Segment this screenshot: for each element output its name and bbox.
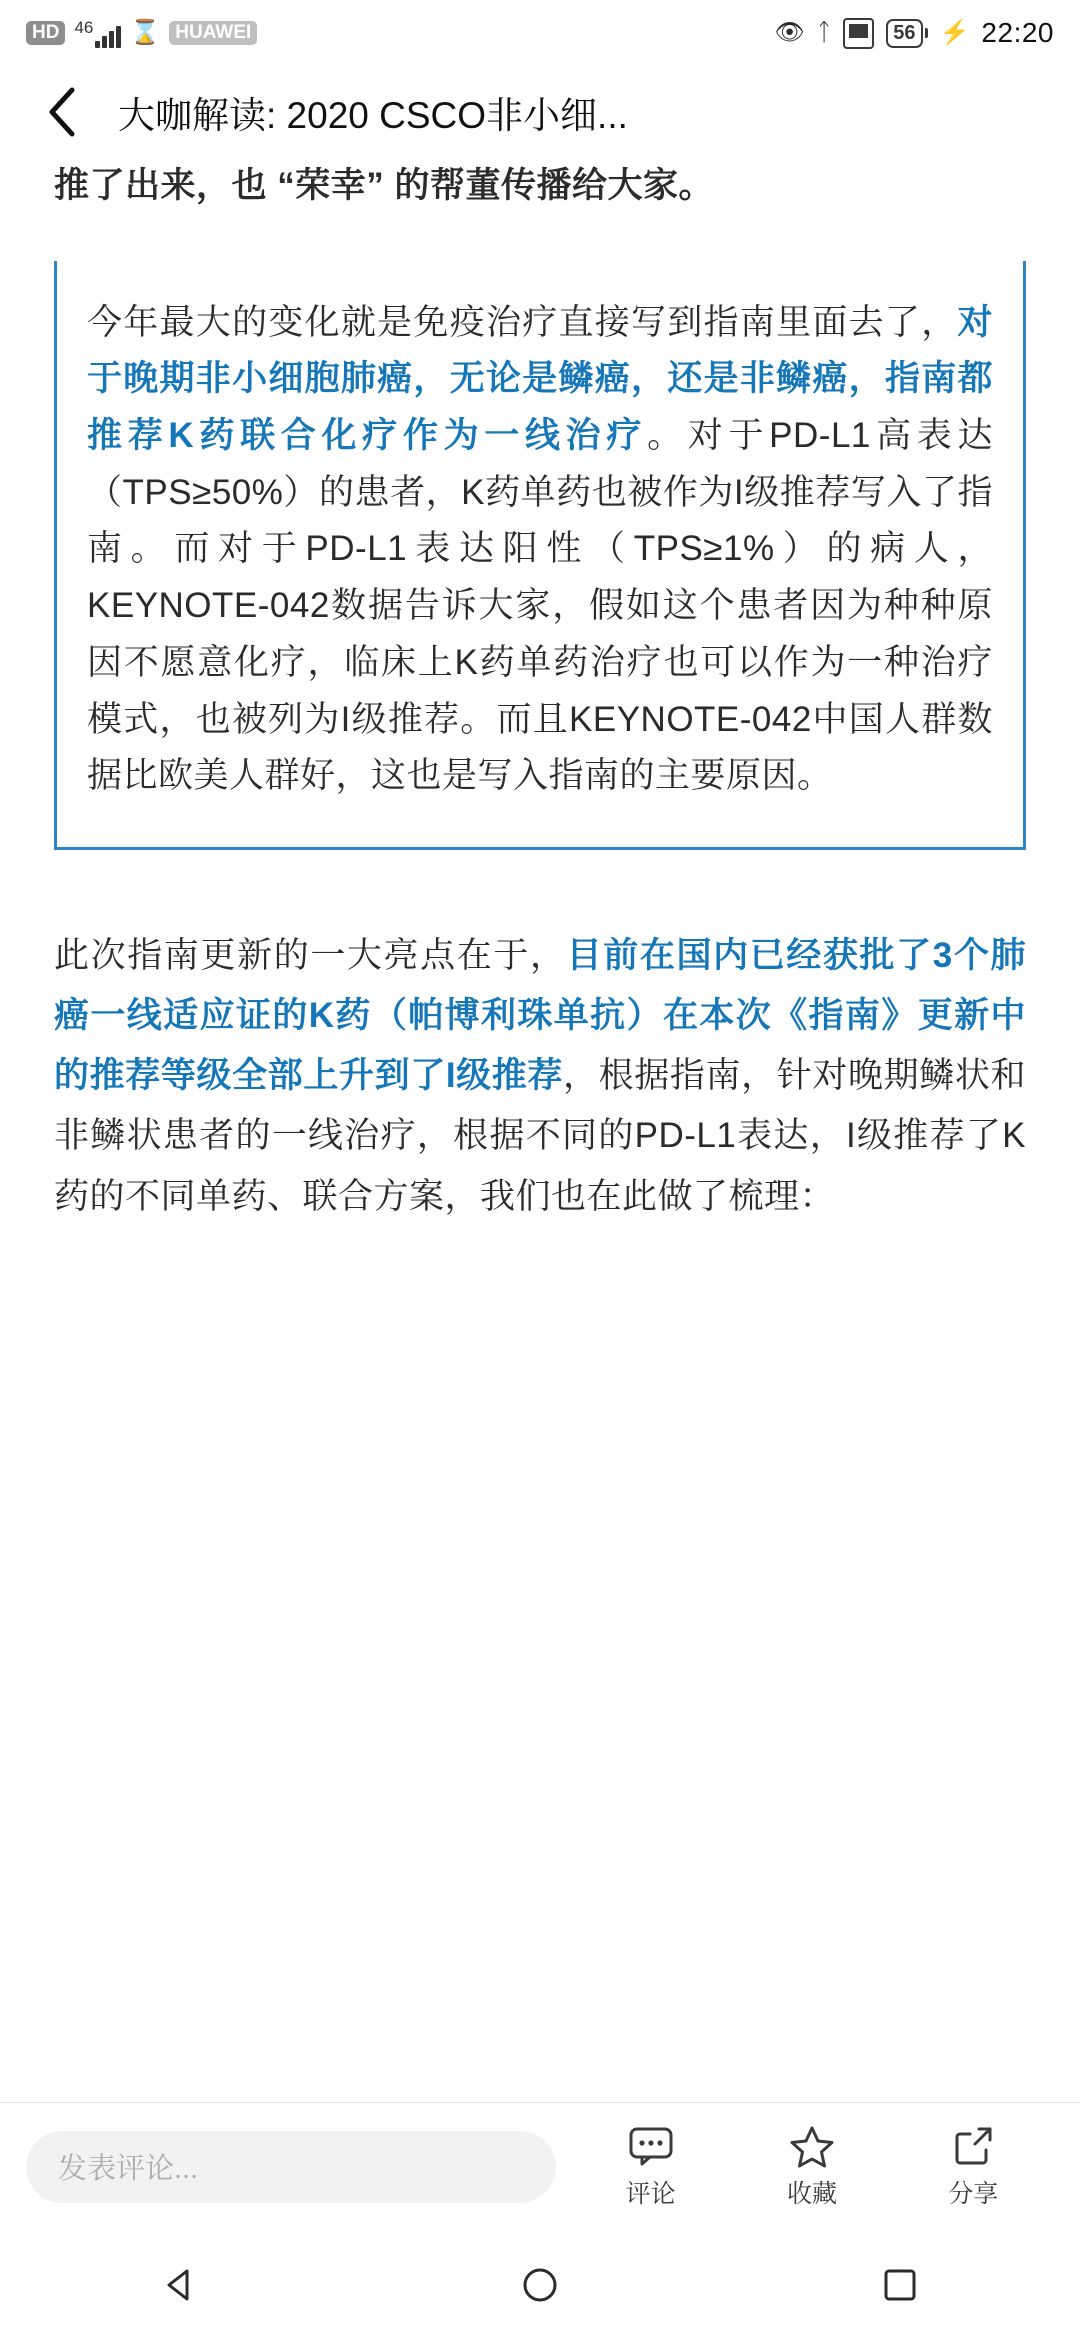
comment-icon [628, 2123, 674, 2169]
favorite-action-label: 收藏 [786, 2180, 837, 2208]
signal-bars-glyph [95, 24, 121, 48]
back-chevron-icon [44, 84, 80, 140]
bottom-action-bar [0, 2102, 1080, 2230]
huawei-logo-icon: HUAWEI [169, 21, 257, 46]
status-bar-left [26, 19, 257, 48]
system-nav-bar [0, 2230, 1080, 2340]
paragraph-2-seg-1: 目前在国内已经获批了3个肺癌一线适应证的K药（帕博利珠单抗）在本次《指南》更新中的推荐等级全部上升到了I级推荐 [54, 935, 1026, 1096]
signal-bars-icon [74, 19, 121, 48]
nav-back-button[interactable] [120, 2230, 240, 2340]
paragraph-spacer [54, 850, 1026, 926]
vibrate-icon [843, 18, 874, 49]
paragraph-2 [54, 926, 1026, 1227]
battery-percent-label: 56 [886, 19, 922, 48]
share-action-button[interactable] [908, 2123, 1038, 2210]
network-generation-label: 46 [74, 17, 94, 37]
favorite-action-button[interactable] [747, 2123, 877, 2210]
bottom-actions [556, 2123, 1054, 2210]
paragraph-1-seg-2: 。对于PD-L1高表达（TPS≥50%）的患者，K药单药也被作为I级推荐写入了指南。而对于PD-L1表达阳性（TPS≥1%）的病人，KEYNOTE-042数据告诉大家，假如这个患者因为种种原因不愿意化疗，临床上K药单药治疗也可以作为一种治疗模式，也被列为I级推荐。而且KEYNOTE-042中国人群数据比欧美人群好，这也是写入指南的主要原因。 [87, 416, 993, 796]
status-bar-clock: 22:20 [981, 17, 1054, 48]
lightning-icon: ⚡ [939, 19, 970, 46]
share-action-label: 分享 [948, 2180, 999, 2208]
bluetooth-icon: ᛏ [816, 19, 832, 46]
nav-recents-square-icon [880, 2265, 920, 2305]
back-button[interactable] [30, 80, 94, 144]
paragraph-2-seg-0: 此次指南更新的一大亮点在于， [54, 935, 567, 975]
paragraph-1-seg-0: 今年最大的变化就是免疫治疗直接写到指南里面去了， [87, 302, 958, 342]
battery-icon [886, 19, 927, 48]
article-scroll-area[interactable] [0, 158, 1080, 2102]
star-icon [789, 2123, 835, 2169]
clipped-top-line: 推了出来，也 “荣幸” 的帮董传播给大家。 [54, 166, 714, 205]
app-header [0, 66, 1080, 158]
comment-input[interactable]: 发表评论... [26, 2131, 556, 2203]
eye-icon: 👁 [774, 19, 805, 46]
comment-action-label: 评论 [625, 2180, 676, 2208]
paragraph-1 [87, 295, 993, 805]
hd-icon: HD [26, 21, 65, 46]
comment-action-button[interactable] [586, 2123, 716, 2210]
quote-block [54, 261, 1026, 850]
nav-home-button[interactable] [480, 2230, 600, 2340]
nav-recents-button[interactable] [840, 2230, 960, 2340]
paragraph-2-seg-2: ，根据指南，针对晚期鳞状和非鳞状患者的一线治疗，根据不同的PD-L1表达，I级推荐了K药的不同单药、联合方案，我们也在此做了梳理： [54, 1056, 1026, 1216]
article-content [0, 158, 1080, 1227]
battery-tip [925, 28, 928, 38]
nav-back-triangle-icon [160, 2265, 200, 2305]
share-icon [951, 2123, 995, 2169]
page-title: 大咖解读: 2020 CSCO非小细... [118, 95, 628, 136]
hourglass-icon: ⌛ [130, 19, 161, 46]
nav-home-circle-icon [520, 2265, 560, 2305]
status-bar-right [774, 17, 1054, 49]
paragraph-1-seg-1: 对于晚期非小细胞肺癌，无论是鳞癌，还是非鳞癌，指南都推荐K药联合化疗作为一线治疗 [87, 302, 993, 456]
status-bar [0, 0, 1080, 66]
